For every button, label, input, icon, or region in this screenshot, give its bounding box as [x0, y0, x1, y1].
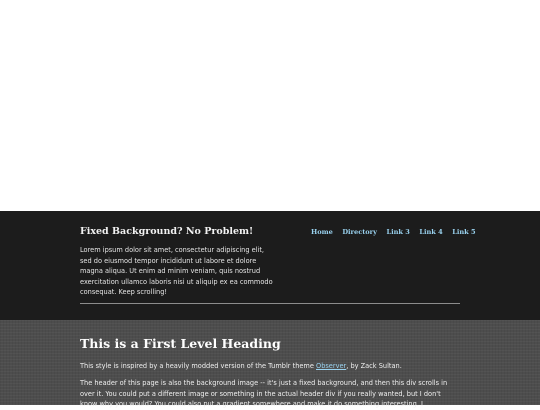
observer-theme-link[interactable]: Observer	[316, 362, 347, 370]
site-title: Fixed Background? No Problem!	[80, 226, 254, 237]
nav-link-directory[interactable]: Directory	[342, 228, 377, 236]
background-explanation-paragraph: The header of this page is also the background image -- it's just a fixed background, and then this div scrolls in over it. You could put a different image or something in the actual header div if you really wanted, but I don't know why you would? You could also put a gradient somewhere and make it do something interesting. I	[80, 379, 448, 408]
inspiration-text-start: This style is inspired by a heavily modded version of the Tumblr theme	[80, 362, 316, 370]
inspiration-paragraph	[80, 361, 470, 372]
header-divider	[80, 303, 460, 304]
nav-link-3[interactable]: Link 3	[386, 228, 410, 236]
main-nav	[311, 228, 485, 236]
nav-link-4[interactable]: Link 4	[419, 228, 443, 236]
intro-paragraph: Lorem ipsum dolor sit amet, consectetur adipiscing elit, sed do eiusmod tempor incididunt ut labore et dolore magna aliqua. Ut enim ad minim veniam, quis nostrud exercitation ullamco laboris nisi ut aliquip ex ea commodo consequat. Keep scrolling!	[80, 246, 273, 296]
first-level-heading: This is a First Level Heading	[80, 336, 281, 351]
nav-link-5[interactable]: Link 5	[452, 228, 476, 236]
nav-link-home[interactable]: Home	[311, 228, 333, 236]
inspiration-text-end: , by Zack Sultan.	[346, 362, 402, 370]
